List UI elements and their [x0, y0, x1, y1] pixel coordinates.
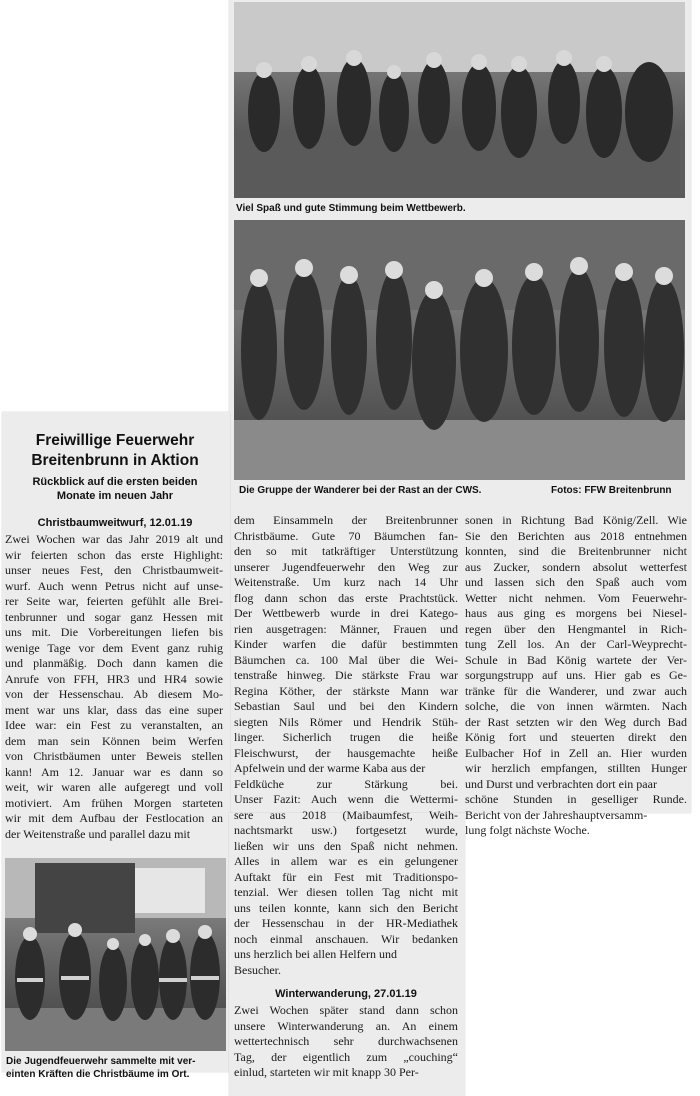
- photo-youth-fire-brigade: [5, 858, 226, 1051]
- text-line: motiviert. Am frühen Morgen starteten: [5, 795, 223, 810]
- text-line: unser neues Fest, den Christbaumweit-: [5, 563, 223, 577]
- article-column-3: [465, 513, 687, 839]
- text-line: und Durst und verbrachten dort ein paar: [465, 776, 657, 791]
- text-line: flog dann schon das erste Prachtstück.: [234, 590, 458, 605]
- text-line: unsere Winterwanderung an. An einem: [234, 1018, 458, 1033]
- text-line: Eulbacher Hof in Zell an. Hier wurden: [465, 745, 687, 760]
- text-line: linger. Sicherlich trugen die heiße: [234, 730, 458, 744]
- text-line: tenstraße hinweg. Die stärkste Frau war: [234, 668, 458, 682]
- text-line: Tag, der eigentlich zum „couching“: [234, 1049, 458, 1064]
- text-line: unserer Jugendfeuerwehr den Weg zur: [234, 559, 458, 574]
- text-line: haus aus ging es morgens bei Niesel-: [465, 606, 687, 620]
- text-line: wenige Tage vor dem Event ganz ruhig: [5, 640, 223, 655]
- text-line: uns mit. Die Vorbereitungen liefen bis: [5, 625, 223, 639]
- article-column-1: [5, 532, 223, 842]
- text-line: Alles in allem war es ein gelungener: [234, 854, 458, 868]
- text-line: wir mit dem Aufbau der Festlocation an: [5, 811, 223, 825]
- text-line: rer Seite war, feierten gefühlt alle Brei-: [5, 594, 223, 608]
- text-line: ment war uns klar, dass das eine super: [5, 702, 223, 717]
- text-line: Schule in Bad König wartete der Ver-: [465, 652, 687, 667]
- text-line: Der Wettbewerb wurde in drei Katego-: [234, 606, 458, 620]
- text-line: ließen wir uns den Spaß nicht nehmen.: [234, 838, 458, 853]
- article-column-2: [234, 513, 458, 978]
- text-line: uns herzlich bei allen Helfern und: [234, 947, 397, 961]
- text-line: wettertechnisch sehr durchwachsenen: [234, 1034, 458, 1048]
- text-line: rien ausgetragen: Männer, Frauen und: [234, 621, 458, 636]
- photo-middle-caption: Die Gruppe der Wanderer bei der Rast an der CWS.: [239, 485, 482, 496]
- text-line: Christbäume. Gute 70 Bäumchen fan-: [234, 528, 458, 543]
- text-line: und planmäßig. Doch dann kamen die: [5, 656, 223, 670]
- text-line: lung folgt nächste Woche.: [465, 823, 590, 837]
- text-line: König fort und steuerten direkt den: [465, 730, 687, 744]
- text-line: Wetter nicht nehmen. Vom Feuerwehr-: [465, 590, 687, 605]
- text-line: und lassen sich den Spaß auch vom: [465, 575, 687, 589]
- text-line: schöne Stunden in geselliger Runde.: [465, 792, 687, 806]
- text-line: tenzial. Wer diesen tollen Tag nicht mit: [234, 885, 458, 899]
- text-line: der Weitenstraße und parallel dazu mit: [5, 826, 191, 841]
- text-line: weit, wir waren alle aufgeregt und voll: [5, 780, 223, 794]
- text-line: regen über den Hengmantel in Rich-: [465, 621, 687, 636]
- text-line: sonen in Richtung Bad König/Zell. Wie: [465, 513, 687, 527]
- text-line: Regina Köther, der stärkste Mann war: [234, 683, 458, 698]
- text-line: sere aus 2018 (Maibaumfest, Weih-: [234, 807, 458, 822]
- text-line: siegten Nils Römer und Hendrik Stüh-: [234, 714, 458, 729]
- article-subtitle-line1: Rückblick auf die ersten beiden: [32, 476, 198, 488]
- text-line: tung Zell los. An der Carl-Weyprecht-: [465, 637, 687, 651]
- text-line: einlud, starteten wir mit knapp 30 Per-: [234, 1065, 419, 1079]
- text-line: dem Einsammeln der Breitenbrunner: [234, 513, 458, 527]
- text-line: uns teilen konnte, kann sich den Bericht: [234, 900, 458, 915]
- text-line: Weitenstraße. Um kurz nach 14 Uhr: [234, 575, 458, 589]
- text-line: der Hessenschau in der HR-Mediathek: [234, 916, 458, 930]
- text-line: sorgungstrupp auf uns. Hier gab es Ge-: [465, 668, 687, 682]
- photo-credit: Fotos: FFW Breitenbrunn: [551, 485, 672, 496]
- text-line: wurf. Auch wenn Petrus nicht auf unse-: [5, 578, 223, 593]
- text-line: Besucher.: [234, 962, 281, 977]
- text-line: von der Hessenschau. Ab diesem Mo-: [5, 687, 223, 701]
- text-line: Sie den Berichten aus 2018 entnehmen: [465, 528, 687, 543]
- photo-bottom-caption-line2: einten Kräften die Christbäume im Ort.: [6, 1069, 190, 1080]
- article-title-line1: Freiwillige Feuerwehr: [35, 432, 195, 449]
- text-line: Bericht von der Jahreshauptversamm-: [465, 807, 648, 822]
- text-line: aus Zucker, sondern absolut wetterfest: [465, 559, 687, 574]
- text-line: tenbrunner und sogar ganz Hessen mit: [5, 609, 223, 624]
- text-line: der Rast setzten wir den Weg durch Bad: [465, 714, 687, 729]
- text-line: wir herzlich empfangen, stillten Hunger: [465, 761, 687, 775]
- text-line: Sebastian Saul und bei den Kindern: [234, 699, 458, 713]
- photo-bottom-caption-line1: Die Jugendfeuerwehr sammelte mit ver-: [6, 1056, 196, 1067]
- text-line: Feldküche zur Stärkung bei.: [234, 776, 458, 791]
- article-subtitle-line2: Monate im neuen Jahr: [56, 490, 174, 502]
- photo-hiking-group: [234, 220, 685, 480]
- text-line: von Christbäumen unter Beweis stellen: [5, 749, 223, 763]
- section-heading-winterwanderung: Winterwanderung, 27.01.19: [275, 988, 417, 1000]
- text-line: konnten, sind die Breitenbrunner nicht: [465, 544, 687, 558]
- text-line: Bäumchen ca. 100 Mal über die Wei-: [234, 652, 458, 667]
- text-line: Zwei Wochen war das Jahr 2019 alt und: [5, 532, 223, 546]
- text-line: solche, die von innen wärmten. Nach: [465, 699, 687, 713]
- text-line: Auftakt für ein Fest mit Traditionspo-: [234, 869, 458, 884]
- text-line: Zwei Wochen später stand dann schon: [234, 1003, 458, 1017]
- section-heading-christbaumweitwurf: Christbaumweitwurf, 12.01.19: [37, 517, 193, 529]
- text-line: wir feierten schon das erste Highlight:: [5, 547, 223, 562]
- text-line: noch einmal anschauen. Wir bedanken: [234, 931, 458, 946]
- text-line: kann! Am 12. Januar war es dann so: [5, 764, 223, 779]
- text-line: Idee war: ein Fest zu veranstalten, an: [5, 718, 223, 732]
- text-line: dem man sein Können beim Werfen: [5, 733, 223, 748]
- text-line: nachtsmarkt usw.) fortgesetzt wurde,: [234, 823, 458, 837]
- text-line: den so mit tatkräftiger Unterstützung: [234, 544, 458, 558]
- text-line: Unser Fazit: Auch wenn die Wettermi-: [234, 792, 458, 806]
- text-line: Kinder warfen die dafür bestimmten: [234, 637, 458, 651]
- photo-competition-crowd: [234, 2, 685, 198]
- text-line: Anrufe von FFH, HR3 und HR4 sowie: [5, 671, 223, 686]
- text-line: tränke für die Wanderer, und zwar auch: [465, 683, 687, 698]
- text-line: Apfelwein und der warme Kaba aus der: [234, 761, 426, 775]
- article-column-2-continued: [234, 1003, 458, 1081]
- photo-top-caption: Viel Spaß und gute Stimmung beim Wettbewerb.: [236, 203, 466, 214]
- article-title-line2: Breitenbrunn in Aktion: [31, 452, 199, 469]
- text-line: Fleischwurst, der hausgemachte heiße: [234, 745, 458, 760]
